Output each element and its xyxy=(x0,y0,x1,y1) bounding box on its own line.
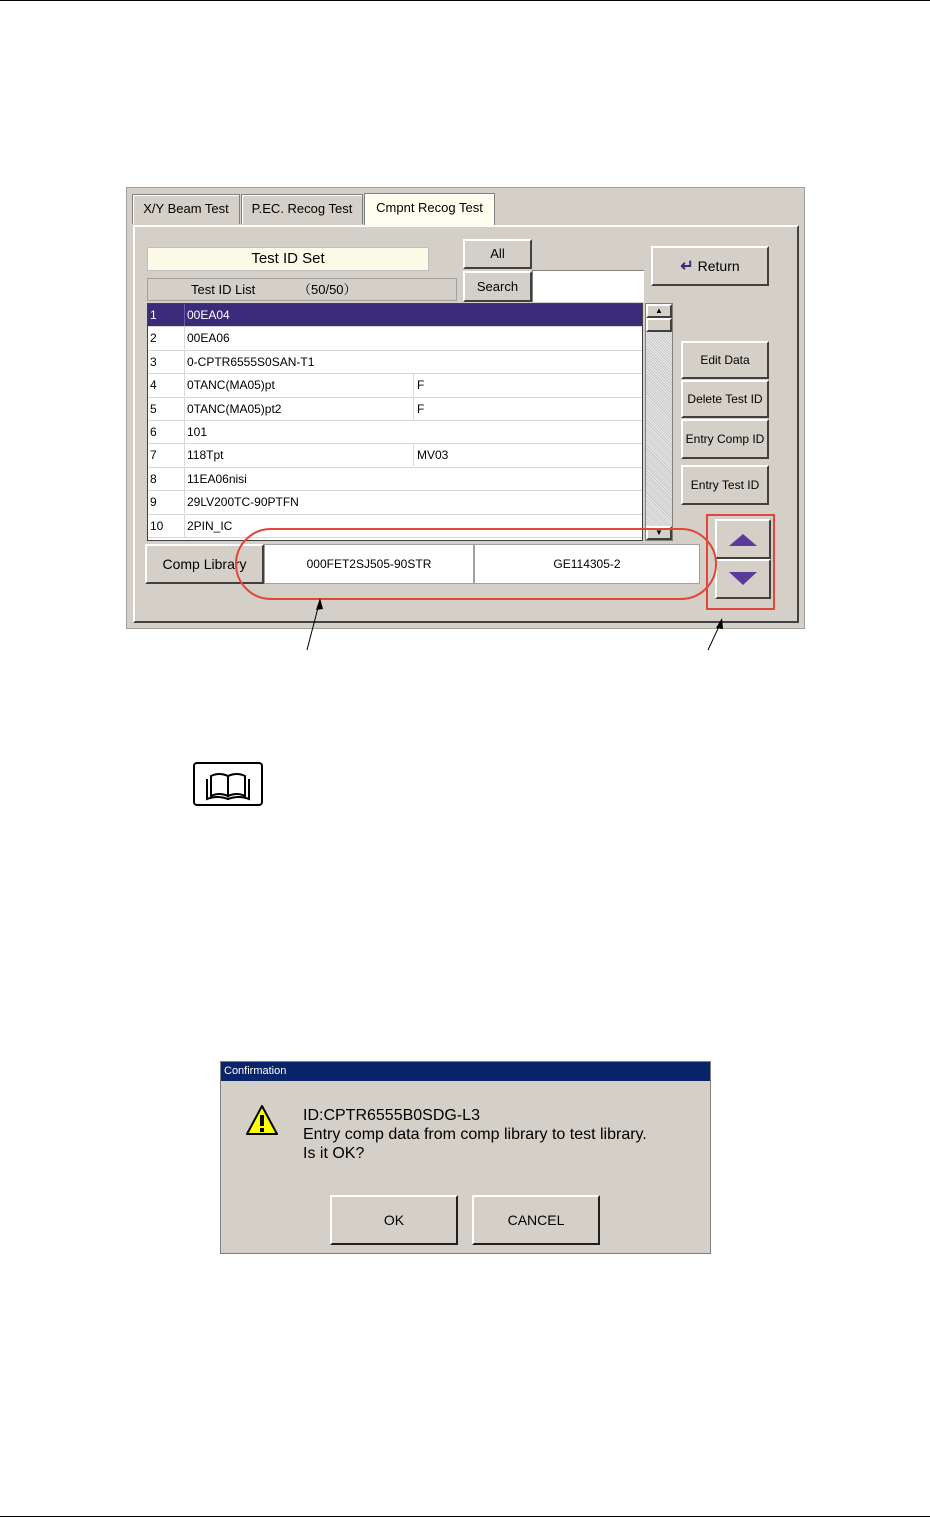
row-number: 9 xyxy=(150,495,157,510)
row-test-id: 00EA04 xyxy=(184,304,413,326)
ok-button[interactable]: OK xyxy=(330,1195,458,1245)
comp-library-button[interactable]: Comp Library xyxy=(145,544,264,584)
row-test-id: 11EA06nisi xyxy=(184,468,413,490)
list-header-label: Test ID List xyxy=(191,282,256,297)
dialog-message-line3: Is it OK? xyxy=(303,1145,365,1162)
row-test-id: 0-CPTR6555S0SAN-T1 xyxy=(184,351,413,373)
row-extra: MV03 xyxy=(413,444,643,466)
tab-xy-beam-test[interactable]: X/Y Beam Test xyxy=(132,194,240,224)
entry-test-id-button[interactable]: Entry Test ID xyxy=(681,465,769,505)
row-test-id: 101 xyxy=(184,421,413,443)
row-number: 3 xyxy=(150,354,157,369)
row-number: 10 xyxy=(150,518,164,533)
row-number: 5 xyxy=(150,401,157,416)
row-extra: F xyxy=(413,374,643,396)
all-button[interactable]: All xyxy=(463,239,532,269)
test-id-set-title: Test ID Set xyxy=(147,247,429,271)
row-number: 2 xyxy=(150,331,157,346)
row-test-id: 00EA06 xyxy=(184,327,413,349)
row-number: 8 xyxy=(150,471,157,486)
row-test-id: 29LV200TC-90PTFN xyxy=(184,491,413,513)
search-button[interactable]: Search xyxy=(463,271,532,302)
bottom-rule xyxy=(0,1516,930,1517)
tab-pec-recog-test[interactable]: P.EC. Recog Test xyxy=(241,194,363,224)
tab-cmpnt-recog-test[interactable]: Cmpnt Recog Test xyxy=(364,193,495,225)
row-number: 1 xyxy=(150,308,157,322)
return-arrow-icon: ↵ xyxy=(680,258,694,275)
cancel-button[interactable]: CANCEL xyxy=(472,1195,600,1245)
list-header-count: （50/50） xyxy=(298,282,357,297)
confirmation-dialog xyxy=(220,1061,711,1254)
scroll-up-button[interactable]: ▲ xyxy=(646,304,672,318)
dialog-title: Confirmation xyxy=(221,1062,710,1081)
book-icon xyxy=(193,762,263,806)
return-label: Return xyxy=(697,258,740,274)
annotation-leader-lines xyxy=(0,0,930,700)
row-test-id: 2PIN_IC xyxy=(184,515,413,537)
edit-data-button[interactable]: Edit Data xyxy=(681,341,769,379)
row-test-id: 118Tpt xyxy=(184,444,413,466)
entry-comp-id-button[interactable]: Entry Comp ID xyxy=(681,419,769,459)
dialog-message-line1: ID:CPTR6555B0SDG-L3 xyxy=(303,1107,480,1124)
dialog-message-line2: Entry comp data from comp library to test library. xyxy=(303,1126,647,1143)
row-test-id: 0TANC(MA05)pt xyxy=(184,374,413,396)
comp-library-field-2: GE114305-2 xyxy=(474,544,700,584)
row-extra: F xyxy=(413,398,643,420)
row-number: 4 xyxy=(150,378,157,393)
row-number: 6 xyxy=(150,425,157,439)
delete-test-id-button[interactable]: Delete Test ID xyxy=(681,380,769,418)
scroll-down-button[interactable]: ▼ xyxy=(646,526,672,540)
row-test-id: 0TANC(MA05)pt2 xyxy=(184,398,413,420)
warning-icon xyxy=(245,1104,279,1136)
row-number: 7 xyxy=(150,448,157,463)
comp-library-field-1: 000FET2SJ505-90STR xyxy=(264,544,474,584)
